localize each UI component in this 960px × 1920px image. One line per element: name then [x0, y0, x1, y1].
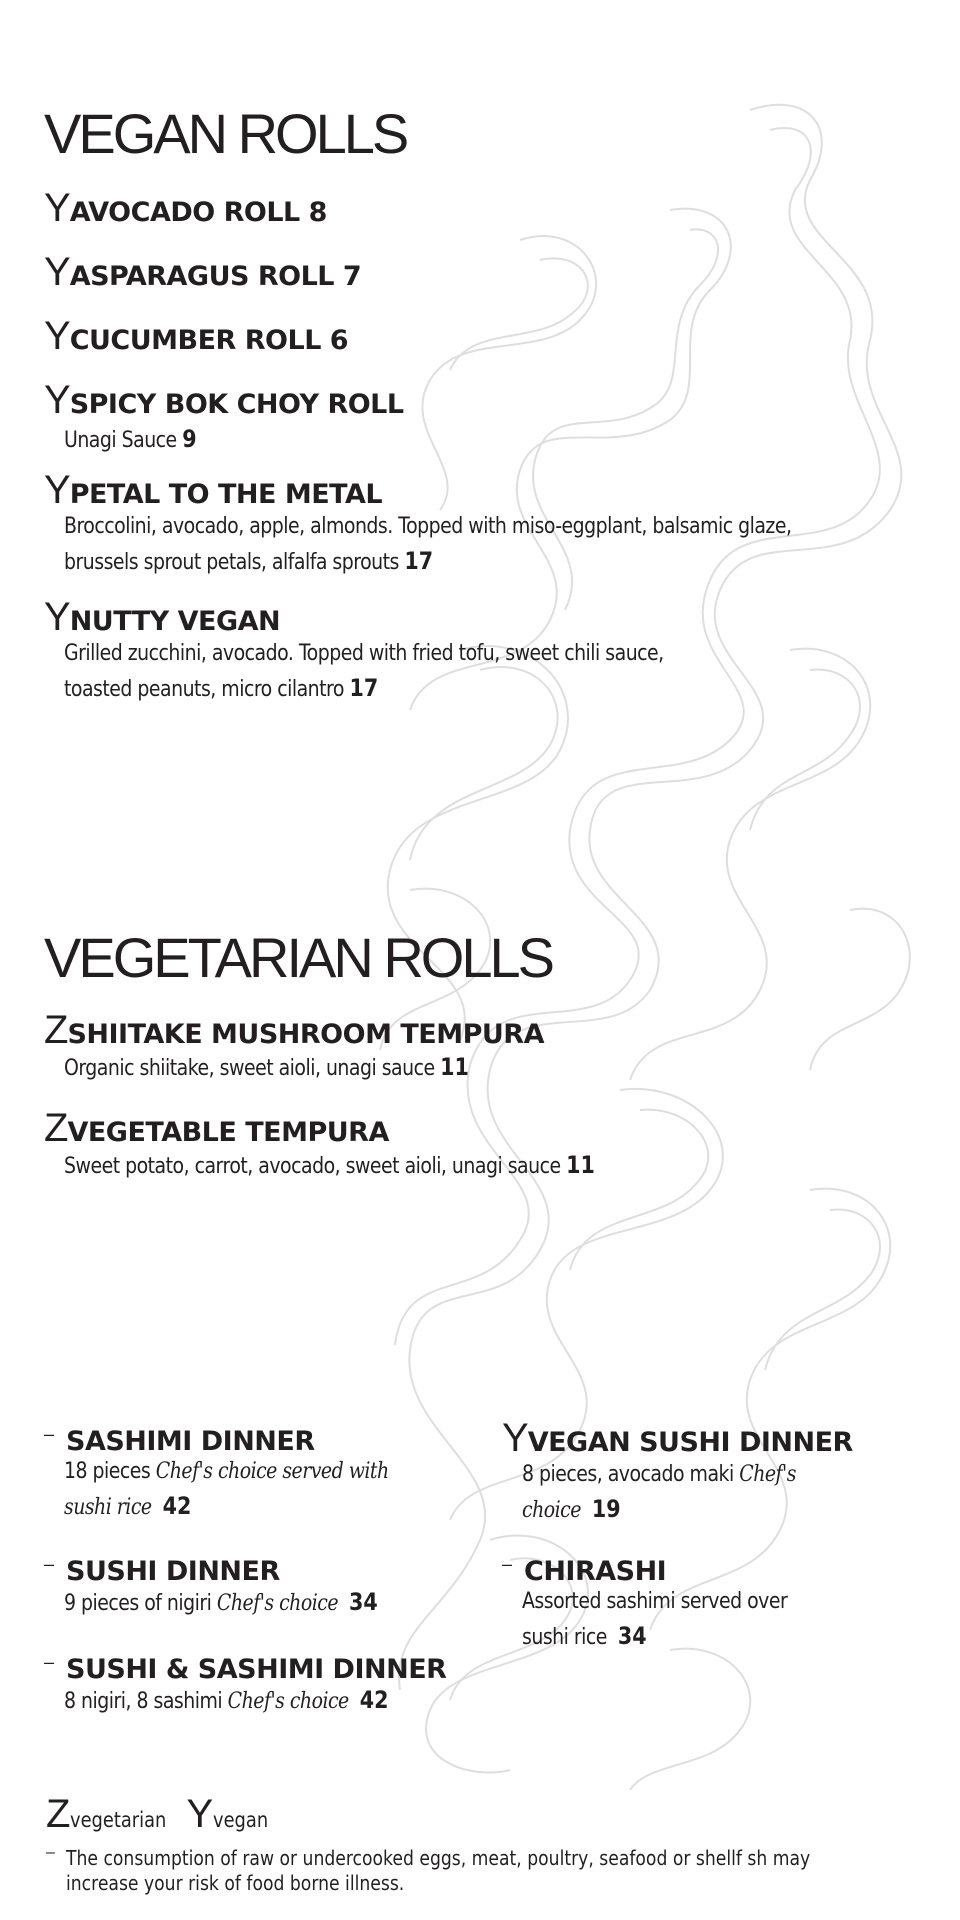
menu-item-spicy-bok-choy-roll	[44, 380, 884, 458]
item-name: SPICY BOK CHOY ROLL	[69, 389, 404, 420]
item-price: 11	[566, 1151, 595, 1179]
description-text: sushi rice	[522, 1625, 607, 1650]
description-note: Chef's choice	[216, 1591, 339, 1616]
section-title-vegan-rolls: VEGAN ROLLS	[44, 102, 407, 165]
menu-item-cucumber-roll	[44, 316, 884, 356]
item-price: 42	[162, 1492, 192, 1520]
item-name: NUTTY VEGAN	[69, 606, 281, 637]
menu-item-chirashi	[502, 1554, 932, 1655]
dietary-legend	[46, 1794, 278, 1834]
vegan-symbol: Y	[186, 1792, 214, 1836]
item-description	[64, 510, 864, 580]
item-price: 19	[591, 1495, 621, 1523]
menu-item-avocado-roll	[44, 188, 884, 228]
description-line	[522, 1492, 926, 1528]
dash-symbol: –	[46, 1844, 55, 1861]
legend-label-vegetarian: vegetarian	[70, 1808, 167, 1832]
vegetarian-symbol: Z	[44, 1008, 68, 1052]
menu-item-sashimi-dinner	[44, 1424, 464, 1525]
item-description	[64, 1050, 864, 1086]
item-description	[64, 1455, 468, 1525]
description-note: choice	[522, 1498, 581, 1523]
food-safety-disclaimer	[46, 1846, 960, 1896]
description-text: Sweet potato, carrot, avocado, sweet aioli, unagi sauce	[64, 1154, 561, 1179]
item-name: SUSHI & SASHIMI DINNER	[66, 1654, 447, 1685]
description-note: sushi rice	[64, 1495, 152, 1520]
description-line	[522, 1619, 926, 1655]
menu-item-shiitake-mushroom-tempura	[44, 1010, 884, 1086]
item-price: 11	[440, 1053, 469, 1081]
vegan-symbol: Y	[44, 186, 70, 230]
item-price: 42	[359, 1686, 389, 1714]
vegan-symbol: Y	[502, 1416, 528, 1460]
legend-label-vegan: vegan	[213, 1808, 269, 1832]
item-description	[522, 1585, 926, 1655]
vegetarian-symbol: Z	[44, 1106, 68, 1150]
dash-symbol: –	[44, 1554, 54, 1574]
vegan-symbol: Y	[44, 250, 70, 294]
menu-item-petal-to-the-metal	[44, 470, 884, 580]
item-name: VEGAN SUSHI DINNER	[527, 1427, 853, 1458]
item-description	[64, 637, 864, 707]
description-text: 8 nigiri, 8 sashimi	[64, 1689, 223, 1714]
item-price: 17	[349, 674, 379, 702]
description-note: Chef's choice served with	[155, 1459, 389, 1484]
menu-item-vegan-sushi-dinner	[502, 1418, 932, 1528]
description-text: toasted peanuts, micro cilantro	[64, 677, 344, 702]
description-text: brussels sprout petals, alfalfa sprouts	[64, 550, 399, 575]
description-text: 18 pieces	[64, 1459, 151, 1484]
vegan-symbol: Y	[44, 595, 70, 639]
disclaimer-text	[66, 1846, 926, 1896]
description-line	[64, 1489, 468, 1525]
description-text: 9 pieces of nigiri	[64, 1591, 212, 1616]
item-name: SASHIMI DINNER	[66, 1426, 315, 1457]
item-description	[64, 1148, 864, 1184]
item-description	[522, 1458, 926, 1528]
description-text: Unagi Sauce	[64, 428, 177, 453]
dash-symbol: –	[44, 1424, 54, 1444]
description-text: Organic shiitake, sweet aioli, unagi sauce	[64, 1056, 435, 1081]
vegan-symbol: Y	[44, 378, 70, 422]
description-line: Broccolini, avocado, apple, almonds. Topped with miso-eggplant, balsamic glaze,	[64, 514, 792, 539]
item-name: CHIRASHI	[524, 1556, 667, 1587]
description-line: Grilled zucchini, avocado. Topped with fried tofu, sweet chili sauce,	[64, 641, 664, 666]
menu-item-asparagus-roll	[44, 252, 884, 292]
section-title-vegetarian-rolls: VEGETARIAN ROLLS	[44, 926, 553, 989]
description-text: 8 pieces, avocado maki	[522, 1462, 734, 1487]
vegetarian-symbol: Z	[46, 1792, 71, 1836]
item-description	[64, 422, 864, 458]
item-price: 17	[404, 547, 434, 575]
description-note: Chef's choice	[227, 1689, 349, 1714]
item-price: 9	[182, 425, 197, 453]
description-line: Assorted sashimi served over	[522, 1589, 788, 1614]
vegan-symbol: Y	[44, 468, 70, 512]
item-name: SUSHI DINNER	[66, 1556, 280, 1587]
disclaimer-line: increase your risk of food borne illness.	[66, 1871, 405, 1895]
menu-item-sushi-sashimi-dinner	[44, 1652, 464, 1719]
disclaimer-line: The consumption of raw or undercooked eggs, meat, poultry, seafood or shellf sh may	[66, 1846, 811, 1870]
item-name: CUCUMBER ROLL 6	[69, 325, 349, 356]
item-name: PETAL TO THE METAL	[69, 479, 383, 510]
description-line	[522, 1458, 926, 1492]
description-line	[64, 1455, 468, 1489]
item-name: VEGETABLE TEMPURA	[67, 1117, 389, 1148]
description-note: Chef's	[739, 1462, 796, 1487]
item-description	[64, 1683, 468, 1719]
item-description	[64, 1585, 468, 1621]
dash-symbol: –	[44, 1652, 54, 1672]
item-name: SHIITAKE MUSHROOM TEMPURA	[67, 1019, 544, 1050]
item-name: AVOCADO ROLL 8	[69, 197, 327, 228]
description-line	[64, 544, 864, 580]
dash-symbol: –	[502, 1554, 512, 1574]
menu-item-nutty-vegan	[44, 597, 884, 707]
menu-item-sushi-dinner	[44, 1554, 464, 1621]
vegan-symbol: Y	[44, 314, 70, 358]
item-name: ASPARAGUS ROLL 7	[69, 261, 362, 292]
item-price: 34	[349, 1588, 378, 1616]
menu-item-vegetable-tempura	[44, 1108, 884, 1184]
item-price: 34	[617, 1622, 647, 1650]
description-line	[64, 671, 864, 707]
